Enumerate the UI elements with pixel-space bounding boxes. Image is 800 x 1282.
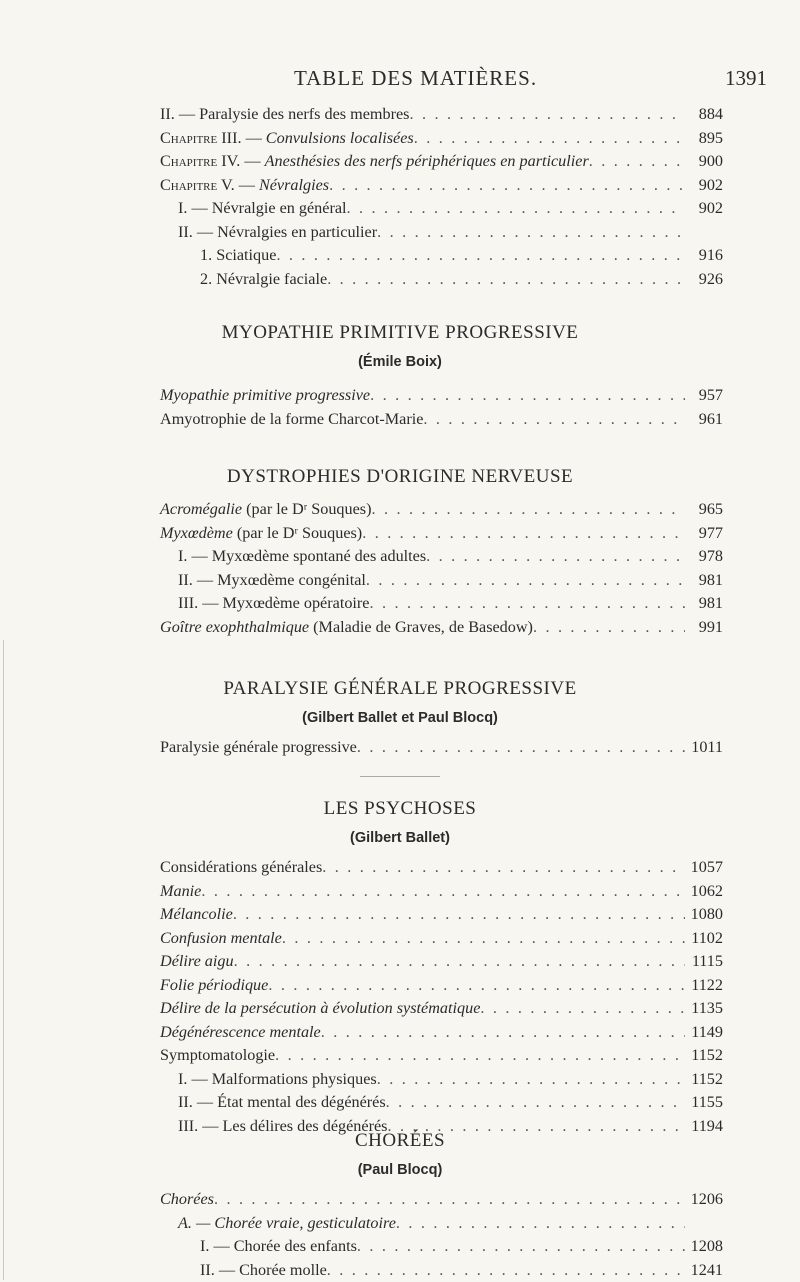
toc-entry-page: 1011 [685,736,723,760]
toc-entry-label [160,856,322,880]
toc-entry [160,1212,723,1236]
toc-entry [160,268,723,292]
toc-entry-label [200,1259,327,1282]
toc-entry-label [160,408,423,432]
dot-leader [282,927,685,951]
toc-entry-label [200,244,276,268]
section-heading: MYOPATHIE PRIMITIVE PROGRESSIVE [0,322,800,344]
toc-entry-title: Sciatique [212,246,276,264]
toc-entry-title: II. — Chorée molle [200,1261,327,1279]
toc-entry-title: II. — Myxœdème congénital [178,571,366,589]
toc-entry [160,903,723,927]
section-paralysie-generale [0,678,800,726]
toc-entry [160,221,723,245]
running-header [0,66,800,94]
dot-leader [201,880,685,904]
section-divider [360,776,440,777]
toc-entry [160,408,723,432]
page-edge-line [3,640,4,1280]
toc-entry-italic-title: Anesthésies des nerfs périphériques en particulier [265,152,589,170]
toc-entry-title: — Névralgies en particulier [193,223,377,241]
toc-entry-title: Myopathie primitive progressive [160,386,370,404]
toc-entry [160,1091,723,1115]
toc-entry-title: Névralgie faciale [212,270,327,288]
dot-leader [386,1091,685,1115]
section-psychoses [0,798,800,846]
dot-leader [377,1068,685,1092]
toc-entry-title: Mélancolie [160,905,233,923]
toc-entry [160,927,723,951]
toc-entry-label [178,197,347,221]
section-heading: PARALYSIE GÉNÉRALE PROGRESSIVE [0,678,800,700]
section-dystrophies [0,466,800,488]
toc-block-dystrophies [160,498,723,639]
toc-block-chorees [160,1188,723,1282]
toc-entry [160,498,723,522]
dot-leader [414,127,685,151]
toc-entry [160,1068,723,1092]
toc-entry-label [160,174,329,198]
toc-entry-page: 1152 [685,1044,723,1068]
toc-entry-title: — Névralgie en général [187,199,346,217]
toc-entry-title [242,129,414,147]
toc-entry-title: II. — État mental des dégénérés [178,1093,386,1111]
toc-entry-label [160,950,234,974]
dot-leader [327,268,685,292]
toc-entry-label [160,974,268,998]
toc-entry-page: 991 [685,616,723,640]
toc-entry-title: Goître exophthalmique [160,618,309,636]
toc-entry-page: 902 [685,174,723,198]
toc-entry [160,1259,723,1282]
toc-entry-title [240,152,588,170]
toc-entry-page: 1102 [685,927,723,951]
dot-leader [426,545,685,569]
toc-entry [160,174,723,198]
toc-entry [160,197,723,221]
toc-entry-suffix: (Maladie de Graves, de Basedow) [309,618,533,636]
page-number: 1391 [725,66,767,91]
toc-entry-page: 977 [685,522,723,546]
toc-entry-label [160,1021,321,1045]
toc-entry [160,880,723,904]
header-title: TABLE DES MATIÈRES. [294,66,537,91]
toc-entry-page: 1080 [685,903,723,927]
section-myopathie [0,322,800,370]
toc-entry [160,616,723,640]
toc-entry [160,545,723,569]
toc-entry [160,150,723,174]
toc-entry-title: I. — Chorée des enfants [200,1237,357,1255]
toc-entry-label [178,221,377,245]
toc-entry-title: Chorées [160,1190,214,1208]
section-author: (Gilbert Ballet et Paul Blocq) [0,710,800,726]
dot-leader [268,974,685,998]
toc-entry-label [160,103,409,127]
dot-leader [369,592,685,616]
dot-leader [370,384,685,408]
toc-entry-label [178,569,366,593]
toc-entry-prefix: 2. [200,270,212,288]
toc-entry-label [160,150,589,174]
toc-entry-prefix: Chapitre IV. [160,152,240,170]
toc-entry-label [160,384,370,408]
toc-entry-prefix: Chapitre V. [160,176,235,194]
section-author: (Paul Blocq) [0,1162,800,1178]
dot-leader [347,197,685,221]
toc-entry-prefix: Chapitre III. [160,129,242,147]
toc-entry-suffix: (par le Dʳ Souques) [242,500,371,518]
toc-entry-title: Paralysie générale progressive [160,738,357,756]
dot-leader [362,522,685,546]
dot-leader [409,103,685,127]
toc-entry-page: 961 [685,408,723,432]
toc-entry-dash: — [240,152,264,170]
toc-entry [160,950,723,974]
toc-entry-title: Acromégalie [160,500,242,518]
toc-entry-label [160,127,414,151]
section-chorees [0,1130,800,1178]
toc-entry-prefix: II. [178,223,193,241]
toc-entry-page: 926 [685,268,723,292]
toc-entry [160,384,723,408]
toc-entry-page: 1122 [685,974,723,998]
toc-entry [160,103,723,127]
toc-entry-dash: — [235,176,259,194]
toc-entry-page: 900 [685,150,723,174]
toc-entry-page: 1241 [685,1259,723,1282]
toc-entry-title: I. — Malformations physiques [178,1070,377,1088]
toc-entry-page: 902 [685,197,723,221]
toc-entry-label [160,736,357,760]
toc-entry [160,1235,723,1259]
toc-entry [160,127,723,151]
toc-entry [160,1044,723,1068]
toc-entry-title: Manie [160,882,201,900]
dot-leader [233,903,685,927]
toc-entry-page: 1149 [685,1021,723,1045]
toc-entry-italic-title: Convulsions localisées [266,129,414,147]
toc-entry [160,997,723,1021]
toc-entry-label [160,522,362,546]
toc-entry [160,569,723,593]
toc-entry-page: 965 [685,498,723,522]
toc-entry-title: Symptomatologie [160,1046,275,1064]
toc-entry-label [178,1212,396,1236]
toc-entry-label [178,592,369,616]
toc-entry-page: 1135 [685,997,723,1021]
toc-entry-page: 981 [685,569,723,593]
toc-entry-page: 1062 [685,880,723,904]
toc-entry-page: 1057 [685,856,723,880]
toc-entry-page: 978 [685,545,723,569]
toc-entry-page: 981 [685,592,723,616]
dot-leader [366,569,685,593]
toc-entry-page: 1155 [685,1091,723,1115]
toc-entry-label [200,268,327,292]
dot-leader [480,997,685,1021]
section-author: (Gilbert Ballet) [0,830,800,846]
toc-entry [160,736,723,760]
toc-entry [160,244,723,268]
section-heading: CHORÉES [0,1130,800,1152]
toc-entry-title: III. — Myxœdème opératoire [178,594,369,612]
dot-leader [372,498,686,522]
toc-entry-prefix: II. [160,105,175,123]
dot-leader [327,1259,685,1282]
toc-entry-title: Folie périodique [160,976,268,994]
toc-entry-suffix: (par le Dʳ Souques) [233,524,362,542]
toc-entry-page: 1152 [685,1068,723,1092]
toc-entry-dash: — [242,129,266,147]
toc-entry-prefix: 1. [200,246,212,264]
toc-entry-title: Myxœdème [160,524,233,542]
dot-leader [321,1021,685,1045]
toc-entry-title: Considérations générales [160,858,322,876]
toc-entry-label [160,616,533,640]
toc-entry-title [235,176,329,194]
toc-entry [160,1021,723,1045]
toc-entry [160,1188,723,1212]
toc-entry-label [200,1235,357,1259]
toc-block-myopathie [160,384,723,431]
toc-entry-title: III. — Les délires des dégénérés [178,1117,387,1135]
toc-entry-prefix: I. [178,199,187,217]
dot-leader [357,1235,685,1259]
toc-entry-title: Amyotrophie de la forme Charcot-Marie [160,410,423,428]
toc-entry-label [160,903,233,927]
toc-entry-label [160,498,372,522]
dot-leader [214,1188,685,1212]
toc-entry-label [178,1068,377,1092]
dot-leader [589,150,685,174]
dot-leader [377,221,685,245]
toc-entry [160,592,723,616]
toc-block-neuritis [160,103,723,291]
toc-entry-page: 1115 [685,950,723,974]
section-heading: DYSTROPHIES D'ORIGINE NERVEUSE [0,466,800,488]
toc-entry-label [160,1044,275,1068]
toc-entry-title: Confusion mentale [160,929,282,947]
toc-entry-title: I. — Myxœdème spontané des adultes [178,547,426,565]
toc-entry-label [160,927,282,951]
toc-entry-title: Dégénérescence mentale [160,1023,321,1041]
toc-entry-italic-title: Névralgies [259,176,329,194]
toc-entry-page: 1206 [685,1188,723,1212]
toc-entry-label [160,880,201,904]
toc-entry [160,522,723,546]
toc-entry-page: 884 [685,103,723,127]
toc-entry-title: — Paralysie des nerfs des membres [175,105,410,123]
toc-entry-label [160,1188,214,1212]
toc-entry-page: 1208 [685,1235,723,1259]
toc-block-paralysie-generale [160,736,723,760]
toc-entry-label [178,545,426,569]
dot-leader [322,856,685,880]
toc-block-psychoses [160,856,723,1138]
dot-leader [423,408,685,432]
toc-entry-label [160,997,480,1021]
dot-leader [329,174,685,198]
toc-entry-title: A. — Chorée vraie, gesticulatoire [178,1214,396,1232]
toc-entry-page: 916 [685,244,723,268]
dot-leader [234,950,685,974]
toc-entry [160,974,723,998]
dot-leader [533,616,685,640]
toc-entry [160,856,723,880]
toc-entry-page: 957 [685,384,723,408]
toc-entry-title: Délire de la persécution à évolution systématique [160,999,480,1017]
section-author: (Émile Boix) [0,354,800,370]
toc-entry-page: 895 [685,127,723,151]
toc-entry-page: 1194 [685,1115,723,1139]
toc-entry-title: Délire aigu [160,952,234,970]
dot-leader [357,736,685,760]
toc-entry-label [178,1091,386,1115]
section-heading: LES PSYCHOSES [0,798,800,820]
dot-leader [396,1212,685,1236]
dot-leader [276,244,685,268]
dot-leader [275,1044,685,1068]
